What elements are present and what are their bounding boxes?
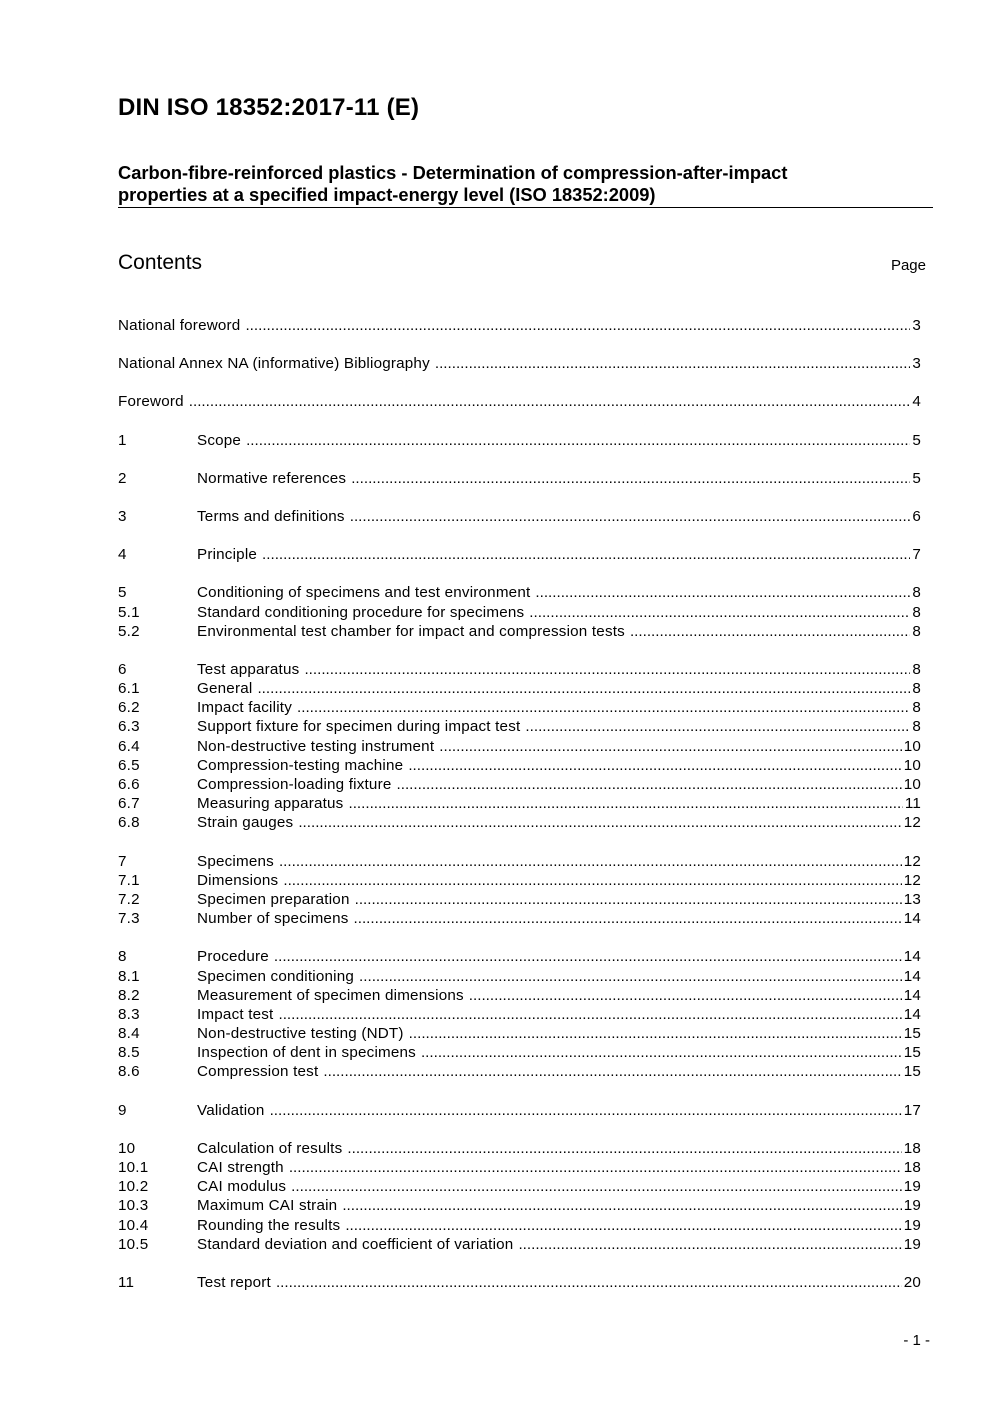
toc-entry-page: 8 [912, 660, 921, 678]
toc-dot-leader [283, 871, 901, 890]
toc-entry-number: 5.1 [118, 603, 140, 621]
toc-entry-number: 6.1 [118, 680, 140, 698]
toc-entry-title: Validation [197, 1101, 265, 1119]
toc-entry-title: National Annex NA (informative) Bibliography [118, 355, 430, 373]
toc-dot-leader [518, 1235, 901, 1254]
toc-entry-number: 6 [118, 660, 127, 678]
toc-entry-page: 7 [912, 546, 921, 564]
toc-entry[interactable] [118, 909, 921, 928]
toc-entry[interactable] [118, 794, 921, 813]
toc-entry-number: 9 [118, 1101, 127, 1119]
toc-dot-leader [304, 660, 910, 679]
toc-entry-title: Specimens [197, 852, 274, 870]
toc-group [118, 392, 921, 411]
toc-entry[interactable] [118, 890, 921, 909]
toc-group [118, 469, 921, 488]
toc-entry-number: 8.5 [118, 1044, 140, 1062]
toc-group [118, 583, 921, 641]
toc-entry-title: CAI strength [197, 1159, 284, 1176]
toc-entry-number: 6.3 [118, 718, 140, 736]
toc-entry-number: 8.3 [118, 1005, 140, 1023]
toc-entry[interactable] [118, 1062, 921, 1081]
document-title-line-2: properties at a specified impact-energy level (ISO 18352:2009) [118, 184, 656, 205]
toc-entry-number: 8.2 [118, 986, 140, 1004]
toc-entry-page: 19 [903, 1197, 921, 1215]
toc-dot-leader [397, 775, 902, 794]
toc-group [118, 507, 921, 526]
toc-entry-page: 14 [903, 1005, 921, 1023]
toc-dot-leader [408, 756, 901, 775]
toc-dot-leader [246, 431, 910, 450]
footer-page-number: - 1 - [903, 1332, 930, 1349]
toc-group [118, 1101, 921, 1120]
toc-entry[interactable] [118, 1043, 921, 1062]
toc-dot-leader [289, 1158, 902, 1177]
toc-entry-page: 12 [903, 814, 921, 832]
toc-group [118, 947, 921, 1081]
toc-dot-leader [270, 1101, 902, 1120]
toc-entry-title: CAI modulus [197, 1178, 287, 1196]
toc-entry[interactable] [118, 947, 921, 966]
toc-entry-title: General [197, 680, 253, 698]
toc-entry-title: Principle [197, 546, 258, 564]
toc-entry-page: 20 [903, 1273, 921, 1291]
toc-entry-title: Specimen preparation [197, 890, 350, 908]
toc-entry-number: 6.4 [118, 737, 140, 755]
toc-entry-page: 6 [912, 507, 921, 525]
toc-entry-page: 10 [903, 756, 921, 774]
toc-entry-title: Procedure [197, 948, 269, 966]
toc-entry[interactable] [118, 756, 921, 775]
toc-entry-number: 2 [118, 469, 127, 487]
toc-entry-number: 6.2 [118, 699, 140, 717]
toc-dot-leader [278, 1005, 901, 1024]
toc-entry-number: 6.8 [118, 814, 140, 832]
toc-entry[interactable] [118, 1196, 921, 1215]
toc-dot-leader [262, 545, 910, 564]
toc-entry-number: 10.3 [118, 1197, 149, 1215]
toc-dot-leader [323, 1062, 901, 1081]
toc-entry[interactable] [118, 1177, 921, 1196]
toc-entry[interactable] [118, 967, 921, 986]
toc-entry-title: Normative references [197, 469, 347, 487]
toc-entry[interactable] [118, 737, 921, 756]
document-title-line-1: Carbon-fibre-reinforced plastics - Determination of compression-after-impact [118, 162, 788, 183]
toc-entry[interactable] [118, 717, 921, 736]
toc-entry[interactable] [118, 316, 921, 335]
toc-dot-leader [630, 622, 910, 641]
toc-entry-page: 8 [912, 584, 921, 602]
toc-dot-leader [257, 679, 910, 698]
toc-entry-number: 7.1 [118, 871, 140, 889]
toc-entry[interactable] [118, 1024, 921, 1043]
toc-dot-leader [409, 1024, 902, 1043]
toc-entry-number: 5 [118, 584, 127, 602]
toc-entry-title: Impact test [197, 1005, 274, 1023]
toc-entry-title: Support fixture for specimen during impact test [197, 718, 521, 736]
toc-entry[interactable] [118, 1101, 921, 1120]
toc-entry-title: Rounding the results [197, 1216, 341, 1234]
toc-dot-leader [435, 354, 910, 373]
toc-entry-page: 19 [903, 1216, 921, 1234]
toc-entry-page: 15 [903, 1044, 921, 1062]
contents-heading: Contents [118, 251, 203, 274]
toc-entry[interactable] [118, 354, 921, 373]
toc-dot-leader [348, 794, 902, 813]
toc-entry-title: Specimen conditioning [197, 967, 355, 985]
toc-dot-leader [535, 583, 910, 602]
toc-entry-page: 19 [903, 1178, 921, 1196]
toc-entry-number: 3 [118, 507, 127, 525]
toc-entry[interactable] [118, 1158, 921, 1177]
toc-dot-leader [469, 986, 902, 1005]
toc-entry[interactable] [118, 603, 921, 622]
toc-dot-leader [291, 1177, 902, 1196]
toc-dot-leader [350, 507, 911, 526]
toc-entry[interactable] [118, 431, 921, 450]
toc-entry-page: 13 [903, 890, 921, 908]
toc-dot-leader [245, 316, 910, 335]
toc-entry[interactable] [118, 507, 921, 526]
toc-entry-title: Inspection of dent in specimens [197, 1044, 416, 1062]
toc-group [118, 431, 921, 450]
toc-entry[interactable] [118, 469, 921, 488]
toc-dot-leader [279, 852, 902, 871]
toc-entry-page: 18 [903, 1159, 921, 1176]
toc-entry[interactable] [118, 622, 921, 641]
toc-group [118, 545, 921, 564]
page-column-heading: Page [890, 257, 926, 274]
toc-entry-page: 14 [903, 986, 921, 1004]
toc-entry-number: 11 [118, 1273, 135, 1291]
toc-entry-page: 3 [912, 317, 921, 334]
toc-entry-title: Terms and definitions [197, 507, 345, 525]
toc-entry-title: Non-destructive testing instrument [197, 737, 435, 755]
toc-entry-number: 10.2 [118, 1178, 149, 1196]
toc-entry-page: 17 [903, 1101, 921, 1119]
toc-dot-leader [189, 392, 911, 411]
table-of-contents [118, 316, 921, 1311]
toc-entry[interactable] [118, 583, 921, 602]
toc-entry-number: 8.6 [118, 1063, 140, 1081]
toc-entry[interactable] [118, 392, 921, 411]
toc-dot-leader [274, 947, 902, 966]
toc-entry-number: 4 [118, 546, 127, 564]
toc-entry-title: Measurement of specimen dimensions [197, 986, 464, 1004]
toc-entry-page: 10 [903, 776, 921, 793]
toc-entry-page: 8 [912, 680, 921, 698]
toc-dot-leader [529, 603, 910, 622]
toc-dot-leader [298, 813, 901, 832]
toc-entry[interactable] [118, 871, 921, 890]
toc-entry-number: 7.2 [118, 890, 140, 908]
toc-entry-title: National foreword [118, 317, 241, 334]
toc-dot-leader [525, 717, 910, 736]
toc-entry-number: 6.5 [118, 756, 140, 774]
toc-dot-leader [342, 1196, 901, 1215]
toc-entry-title: Environmental test chamber for impact and compression tests [197, 622, 625, 640]
toc-group [118, 660, 921, 833]
toc-entry-number: 8.1 [118, 967, 140, 985]
toc-dot-leader [359, 967, 902, 986]
toc-entry-title: Foreword [118, 393, 184, 411]
toc-entry-title: Standard deviation and coefficient of variation [197, 1235, 514, 1253]
toc-group [118, 316, 921, 335]
toc-entry-number: 1 [118, 431, 127, 449]
toc-entry[interactable] [118, 1139, 921, 1158]
toc-entry-page: 15 [903, 1025, 921, 1043]
toc-dot-leader [355, 890, 902, 909]
toc-entry-number: 10 [118, 1139, 136, 1157]
toc-group [118, 354, 921, 373]
toc-entry-page: 18 [903, 1139, 921, 1157]
toc-entry-number: 7 [118, 852, 127, 870]
toc-entry-page: 5 [912, 431, 921, 449]
toc-entry[interactable] [118, 660, 921, 679]
document-title [118, 162, 933, 208]
toc-dot-leader [297, 698, 910, 717]
toc-entry-page: 10 [903, 737, 921, 755]
toc-dot-leader [276, 1273, 902, 1292]
toc-dot-leader [345, 1216, 901, 1235]
toc-entry-title: Non-destructive testing (NDT) [197, 1025, 404, 1043]
toc-entry-page: 12 [903, 852, 921, 870]
document-id: DIN ISO 18352:2017-11 (E) [118, 94, 420, 121]
toc-group [118, 1139, 921, 1254]
toc-entry[interactable] [118, 698, 921, 717]
toc-entry[interactable] [118, 1273, 921, 1292]
toc-entry-number: 10.4 [118, 1216, 149, 1234]
toc-entry[interactable] [118, 545, 921, 564]
toc-entry-page: 8 [912, 718, 921, 736]
toc-entry[interactable] [118, 1005, 921, 1024]
toc-entry[interactable] [118, 813, 921, 832]
toc-entry-number: 6.6 [118, 776, 140, 793]
toc-entry-number: 8 [118, 948, 127, 966]
toc-entry-page: 15 [903, 1063, 921, 1081]
toc-entry-page: 19 [903, 1235, 921, 1253]
toc-entry-title: Measuring apparatus [197, 795, 344, 813]
toc-entry-title: Test apparatus [197, 660, 300, 678]
toc-entry-title: Conditioning of specimens and test environment [197, 584, 531, 602]
toc-dot-leader [347, 1139, 901, 1158]
toc-dot-leader [421, 1043, 902, 1062]
toc-entry-title: Scope [197, 431, 242, 449]
toc-entry-title: Compression-loading fixture [197, 776, 392, 793]
toc-entry-page: 14 [903, 967, 921, 985]
toc-entry-page: 4 [912, 393, 921, 411]
toc-entry[interactable] [118, 852, 921, 871]
toc-entry-title: Compression-testing machine [197, 756, 404, 774]
toc-group [118, 852, 921, 929]
toc-group [118, 1273, 921, 1292]
toc-entry-title: Strain gauges [197, 814, 294, 832]
toc-entry-title: Calculation of results [197, 1139, 343, 1157]
toc-dot-leader [439, 737, 901, 756]
toc-entry-page: 8 [912, 603, 921, 621]
toc-entry-number: 10.1 [118, 1159, 149, 1176]
toc-entry-title: Compression test [197, 1063, 319, 1081]
toc-entry-page: 12 [903, 871, 921, 889]
toc-entry-title: Test report [197, 1273, 271, 1291]
toc-entry[interactable] [118, 1216, 921, 1235]
toc-entry[interactable] [118, 679, 921, 698]
toc-entry-title: Standard conditioning procedure for specimens [197, 603, 525, 621]
toc-entry-page: 5 [912, 469, 921, 487]
toc-entry-title: Impact facility [197, 699, 292, 717]
toc-entry-number: 10.5 [118, 1235, 149, 1253]
toc-entry-number: 7.3 [118, 910, 140, 928]
toc-entry-page: 11 [904, 795, 921, 813]
toc-entry-title: Number of specimens [197, 910, 349, 928]
toc-entry-number: 8.4 [118, 1025, 140, 1043]
toc-entry[interactable] [118, 775, 921, 794]
toc-dot-leader [354, 909, 902, 928]
toc-entry[interactable] [118, 1235, 921, 1254]
toc-entry[interactable] [118, 986, 921, 1005]
toc-entry-page: 8 [912, 699, 921, 717]
toc-entry-title: Maximum CAI strain [197, 1197, 338, 1215]
toc-dot-leader [351, 469, 910, 488]
toc-entry-title: Dimensions [197, 871, 279, 889]
toc-entry-page: 14 [903, 910, 921, 928]
toc-entry-page: 8 [912, 622, 921, 640]
toc-entry-number: 5.2 [118, 622, 140, 640]
toc-entry-number: 6.7 [118, 795, 140, 813]
toc-entry-page: 3 [912, 355, 921, 373]
toc-entry-page: 14 [903, 948, 921, 966]
